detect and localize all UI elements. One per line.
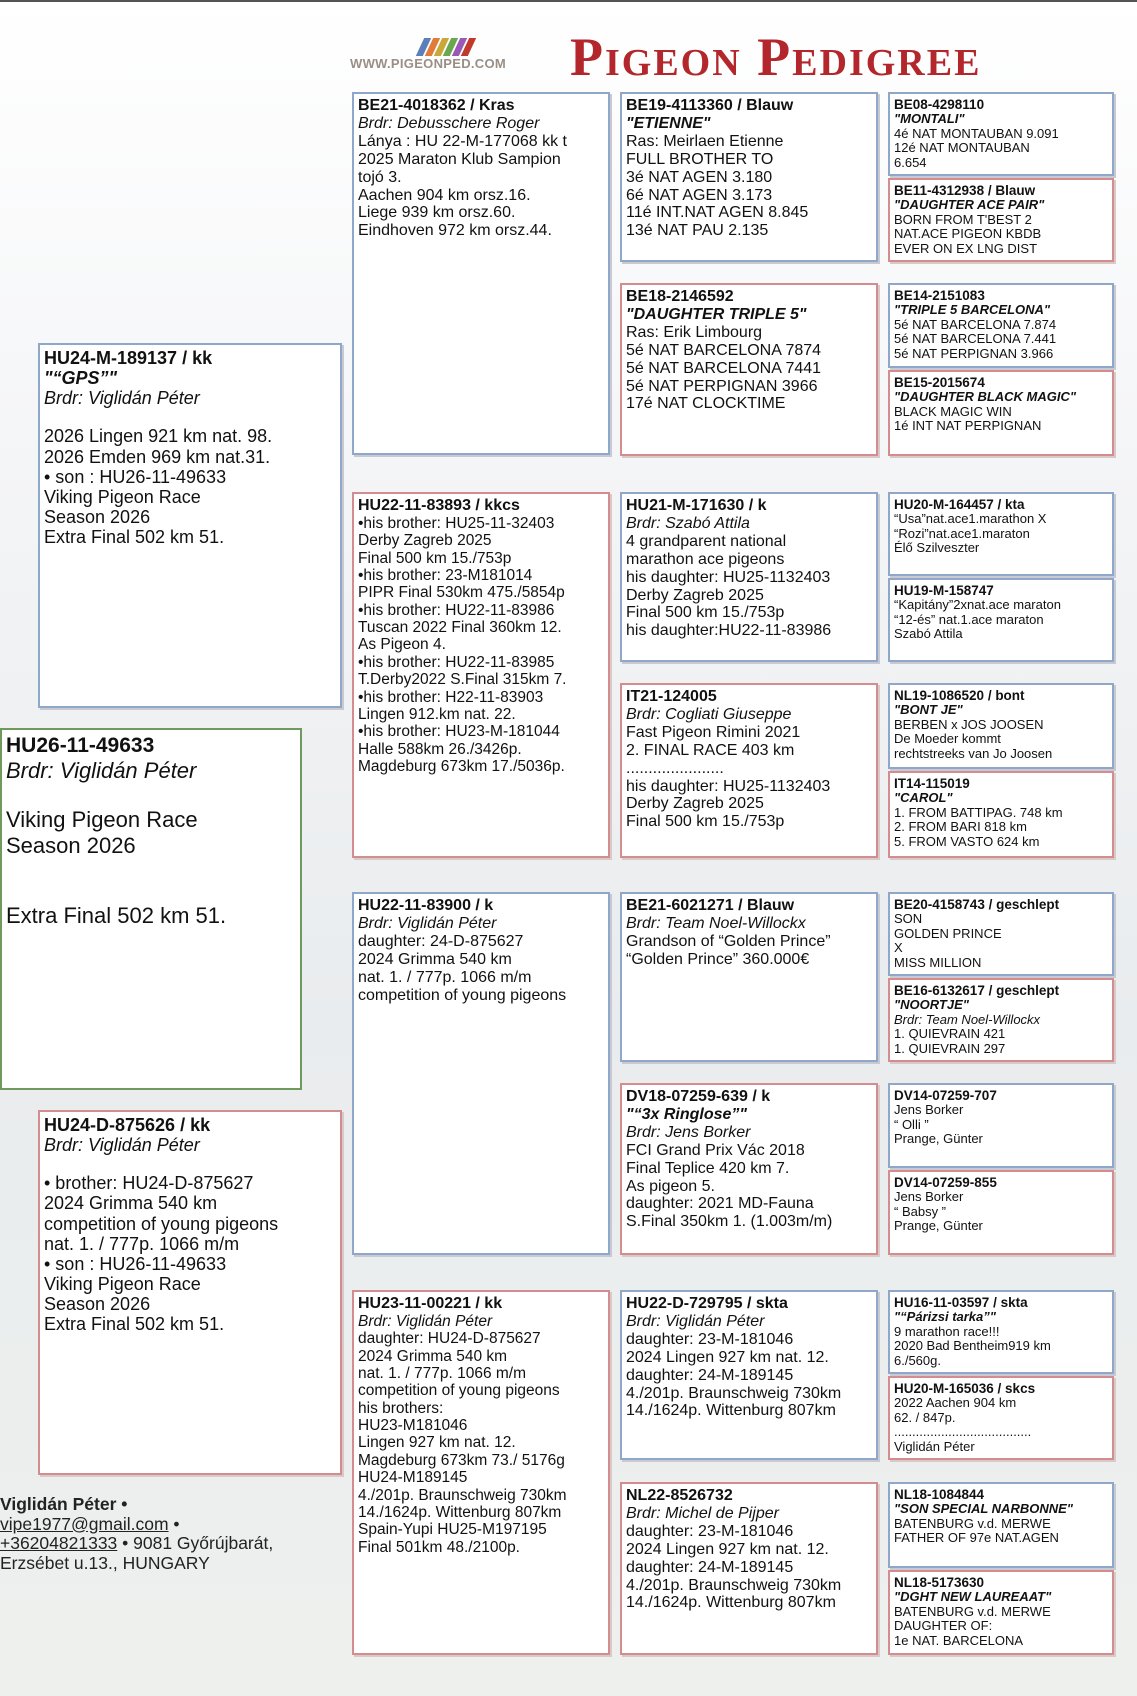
result-line: DAUGHTER OF: xyxy=(894,1618,993,1634)
ring-number: BE14-2151083 xyxy=(894,288,985,303)
gen3-card-4 xyxy=(620,683,878,858)
result-line: BERBEN x JOS JOOSEN xyxy=(894,716,1044,732)
ring-number: HU22-D-729795 / skta xyxy=(626,1295,788,1312)
result-line: BATENBURG v.d. MERWE xyxy=(894,1515,1051,1531)
gen4-card-9 xyxy=(888,892,1114,976)
granddam-paternal-card xyxy=(352,492,610,858)
result-line: SON xyxy=(894,911,923,927)
result-line xyxy=(6,881,296,903)
result-line: Jens Borker xyxy=(894,1189,964,1205)
result-line: Viking Pigeon Race xyxy=(44,486,201,507)
pigeon-name: "MONTALI" xyxy=(894,111,965,127)
result-line: Viking Pigeon Race xyxy=(44,1274,201,1295)
result-line: ...................................... xyxy=(894,1424,1032,1440)
result-line: 5é NAT BARCELONA 7.874 xyxy=(894,316,1057,332)
logo-bars-icon xyxy=(420,36,490,56)
gen4-card-5 xyxy=(888,492,1114,576)
result-line: FATHER OF 97e NAT.AGEN xyxy=(894,1530,1059,1546)
breeder-name: Brdr: Team Noel-Willockx xyxy=(626,914,806,932)
result-line: 1. FROM BATTIPAG. 748 km xyxy=(894,804,1063,820)
result-line: 2026 Emden 969 km nat.31. xyxy=(44,446,271,467)
result-line: Extra Final 502 km 51. xyxy=(6,903,227,929)
result-line: 1. QUIEVRAIN 297 xyxy=(894,1040,1006,1056)
result-line: 2026 Lingen 921 km nat. 98. xyxy=(44,426,273,447)
result-line xyxy=(6,785,296,807)
result-line: Final 500 km 15./753p xyxy=(626,604,785,622)
result-line: 5. FROM VASTO 624 km xyxy=(894,833,1040,849)
ring-number: HU24-M-189137 / kk xyxy=(44,348,213,368)
result-line: Ras: Meirlaen Etienne xyxy=(626,132,784,150)
result-line: BLACK MAGIC WIN xyxy=(894,403,1012,419)
breeder-contact xyxy=(0,1495,340,1573)
result-line: rechtstreeks van Jo Joosen xyxy=(894,745,1053,761)
result-line: NAT.ACE PIGEON KBDB xyxy=(894,226,1042,242)
breeder-name: Brdr: Viglidán Péter xyxy=(358,914,497,932)
result-line: competition of young pigeons xyxy=(44,1213,279,1234)
pigeon-name: "ETIENNE" xyxy=(626,114,711,132)
ring-number: HU20-M-165036 / skcs xyxy=(894,1381,1036,1396)
breeder-name: Brdr: Debusschere Roger xyxy=(358,114,540,132)
ring-number: HU26-11-49633 xyxy=(6,734,155,757)
result-line: his daughter: HU25-1132403 xyxy=(626,777,831,795)
result-line xyxy=(6,859,296,881)
ring-number: HU21-M-171630 / k xyxy=(626,497,767,514)
gen3-card-2 xyxy=(620,283,878,456)
result-line: 2024 Grimma 540 km xyxy=(358,950,512,968)
result-line: Derby Zagreb 2025 xyxy=(626,586,764,604)
ring-number: BE16-6132617 / geschlept xyxy=(894,983,1060,998)
result-line: 4./201p. Braunschweig 730km xyxy=(626,1384,842,1402)
ring-number: BE19-4113360 / Blauw xyxy=(626,97,794,114)
result-line: Season 2026 xyxy=(44,1294,151,1315)
result-line: Season 2026 xyxy=(44,507,151,528)
result-line: Final 500 km 15./753p xyxy=(358,549,512,567)
result-line: “12-és” nat.1.ace maraton xyxy=(894,611,1044,627)
gen4-card-3 xyxy=(888,283,1114,368)
result-line: 5é NAT BARCELONA 7874 xyxy=(626,341,822,359)
result-line: 13é NAT PAU 2.135 xyxy=(626,222,769,240)
grandsire-maternal-card xyxy=(352,892,610,1255)
gen4-card-12 xyxy=(888,1170,1114,1255)
pigeon-name: "NOORTJE" xyxy=(894,997,969,1013)
page-title: Pigeon Pedigree xyxy=(570,27,982,87)
pigeon-name: "DGHT NEW LAUREAAT" xyxy=(894,1589,1052,1605)
granddam-maternal-card xyxy=(352,1290,610,1655)
result-line: 2. FROM BARI 818 km xyxy=(894,819,1027,835)
ring-number: HU16-11-03597 / skta xyxy=(894,1295,1028,1310)
result-line: 4é NAT MONTAUBAN 9.091 xyxy=(894,125,1059,141)
pigeon-name: "DAUGHTER BLACK MAGIC" xyxy=(894,389,1077,405)
result-line: nat. 1. / 777p. 1066 m/m xyxy=(44,1233,240,1254)
result-line: 2020 Bad Bentheim919 km xyxy=(894,1338,1051,1354)
result-line: Lingen 912.km nat. 22. xyxy=(358,705,516,723)
result-line: BATENBURG v.d. MERWE xyxy=(894,1603,1051,1619)
result-line: Lingen 927 km nat. 12. xyxy=(358,1434,516,1452)
result-line: Ras: Erik Limbourg xyxy=(626,323,763,341)
result-line: As Pigeon 4. xyxy=(358,636,446,654)
result-line: competition of young pigeons xyxy=(358,1382,560,1400)
ring-number: NL22-8526732 xyxy=(626,1487,733,1504)
result-line: • son : HU26-11-49633 xyxy=(44,466,227,487)
result-line: daughter: 24-M-189145 xyxy=(626,1558,794,1576)
pigeon-name: "CAROL" xyxy=(894,790,953,806)
result-line: HU23-M181046 xyxy=(358,1417,468,1435)
pigeonped-logo xyxy=(350,30,540,80)
result-line: 6é NAT AGEN 3.173 xyxy=(626,186,773,204)
result-line: Élő Szilveszter xyxy=(894,540,980,556)
result-line: Jens Borker xyxy=(894,1102,964,1118)
ring-number: DV14-07259-855 xyxy=(894,1175,997,1190)
result-line: PIPR Final 530km 475./5854p xyxy=(358,584,565,602)
breeder-name: Brdr: Viglidán Péter xyxy=(44,388,200,409)
result-line: BORN FROM T'BEST 2 xyxy=(894,211,1032,227)
breeder-name: Brdr: Szabó Attila xyxy=(626,514,750,532)
result-line: Grandson of “Golden Prince” xyxy=(626,932,831,950)
result-line: 2022 Aachen 904 km xyxy=(894,1395,1017,1411)
result-line: tojó 3. xyxy=(358,168,402,186)
result-line: Szabó Attila xyxy=(894,626,963,642)
result-line: GOLDEN PRINCE xyxy=(894,925,1002,941)
breeder-name: Brdr: Viglidán Péter xyxy=(358,1312,493,1330)
result-line: Derby Zagreb 2025 xyxy=(626,795,764,813)
result-line: FULL BROTHER TO xyxy=(626,150,774,168)
result-line: nat. 1. / 777p. 1066 m/m xyxy=(358,1364,527,1382)
result-line: •his brother: HU22-11-83985 xyxy=(358,653,555,671)
result-line: his brothers: xyxy=(358,1399,444,1417)
result-line: Viking Pigeon Race xyxy=(6,806,198,832)
result-line: •his brother: HU23-M-181044 xyxy=(358,723,560,741)
result-line: 11é INT.NAT AGEN 8.845 xyxy=(626,204,809,222)
contact-name: Viglidán Péter • xyxy=(0,1494,128,1514)
result-line: Liege 939 km orsz.60. xyxy=(358,204,516,222)
gen4-card-6 xyxy=(888,578,1114,662)
result-line xyxy=(44,1155,336,1173)
result-line: •his brother: HU25-11-32403 xyxy=(358,514,555,532)
subject-card xyxy=(0,728,302,1090)
result-line: Lánya : HU 22-M-177068 kk t xyxy=(358,132,567,150)
dam-card xyxy=(38,1110,342,1475)
gen4-card-2 xyxy=(888,178,1114,262)
result-line: “ Babsy ” xyxy=(894,1203,947,1219)
gen3-card-7 xyxy=(620,1290,878,1460)
gen3-card-6 xyxy=(620,1083,878,1255)
result-line: FCI Grand Prix Vác 2018 xyxy=(626,1141,805,1159)
result-line: Spain-Yupi HU25-M197195 xyxy=(358,1521,547,1539)
gen4-card-7 xyxy=(888,683,1114,769)
result-line: •his brother: H22-11-83903 xyxy=(358,688,544,706)
result-line: 14./1624p. Wittenburg 807km xyxy=(626,1594,836,1612)
ring-number: HU19-M-158747 xyxy=(894,583,994,598)
pigeon-name: "DAUGHTER ACE PAIR" xyxy=(894,197,1045,213)
gen4-card-8 xyxy=(888,771,1114,858)
result-line: Halle 588km 26./3426p. xyxy=(358,740,522,758)
ring-number: BE21-6021271 / Blauw xyxy=(626,897,795,914)
result-line: 4./201p. Braunschweig 730km xyxy=(626,1576,842,1594)
top-rule xyxy=(0,0,1137,2)
result-line: daughter: 24-M-189145 xyxy=(626,1366,794,1384)
contact-address-line2: Erzsébet u.13., HUNGARY xyxy=(0,1552,210,1573)
breeder-name: Brdr: Viglidán Péter xyxy=(626,1312,765,1330)
pigeon-name: "“3x Ringlose”" xyxy=(626,1105,747,1123)
breeder-name: Brdr: Team Noel-Willockx xyxy=(894,1011,1041,1027)
result-line: 1. QUIEVRAIN 421 xyxy=(894,1026,1006,1042)
ring-number: BE20-4158743 / geschlept xyxy=(894,897,1060,912)
logo-url: WWW.PIGEONPED.COM xyxy=(350,56,507,71)
pigeon-name: "BONT JE" xyxy=(894,702,963,718)
result-line: 2024 Grimma 540 km xyxy=(358,1347,508,1365)
result-line: MISS MILLION xyxy=(894,954,982,970)
ring-number: BE08-4298110 xyxy=(894,97,985,112)
result-line: 14./1624p. Wittenburg 807km xyxy=(358,1503,562,1521)
gen4-card-10 xyxy=(888,978,1114,1062)
result-line: De Moeder kommt xyxy=(894,731,1001,747)
gen4-card-4 xyxy=(888,370,1114,456)
pigeon-name: "“Párizsi tarka”" xyxy=(894,1309,996,1325)
ring-number: DV18-07259-639 / k xyxy=(626,1088,771,1105)
gen4-card-13 xyxy=(888,1290,1114,1374)
result-line: 2024 Grimma 540 km xyxy=(44,1193,218,1214)
ring-number: HU20-M-164457 / kta xyxy=(894,497,1025,512)
result-line: 6.654 xyxy=(894,154,927,170)
result-line: EVER ON EX LNG DIST xyxy=(894,240,1038,256)
ring-number: HU24-D-875626 / kk xyxy=(44,1115,211,1135)
result-line: nat. 1. / 777p. 1066 m/m xyxy=(358,968,532,986)
result-line: 17é NAT CLOCKTIME xyxy=(626,395,786,413)
grandsire-paternal-card xyxy=(352,92,610,455)
ring-number: HU23-11-00221 / kk xyxy=(358,1295,503,1312)
contact-email[interactable]: vipe1977@gmail.com xyxy=(0,1513,169,1534)
result-line: Final 500 km 15./753p xyxy=(626,813,785,831)
result-line: “Kapitány”2xnat.ace maraton xyxy=(894,597,1061,613)
result-line: 3é NAT AGEN 3.180 xyxy=(626,168,773,186)
ring-number: HU22-11-83893 / kkcs xyxy=(358,497,520,514)
ring-number: NL18-1084844 xyxy=(894,1487,985,1502)
result-line: Viglidán Péter xyxy=(894,1438,975,1454)
gen3-card-5 xyxy=(620,892,878,1062)
result-line: his daughter:HU22-11-83986 xyxy=(626,622,832,640)
result-line: 1e NAT. BARCELONA xyxy=(894,1632,1024,1648)
breeder-name: Brdr: Cogliati Giuseppe xyxy=(626,705,792,723)
result-line: 2025 Maraton Klub Sampion xyxy=(358,150,561,168)
ring-number: IT21-124005 xyxy=(626,688,717,705)
result-line: daughter: 24-D-875627 xyxy=(358,932,524,950)
result-line: Fast Pigeon Rimini 2021 xyxy=(626,723,801,741)
result-line: marathon ace pigeons xyxy=(626,550,785,568)
result-line: • brother: HU24-D-875627 xyxy=(44,1173,254,1194)
breeder-name: Brdr: Viglidán Péter xyxy=(44,1135,200,1156)
result-line: Aachen 904 km orsz.16. xyxy=(358,186,531,204)
result-line: 9 marathon race!!! xyxy=(894,1323,1000,1339)
result-line: 6./560g. xyxy=(894,1352,941,1368)
result-line: 5é NAT BARCELONA 7.441 xyxy=(894,331,1057,347)
result-line: S.Final 350km 1. (1.003m/m) xyxy=(626,1213,833,1231)
result-line: Eindhoven 972 km orsz.44. xyxy=(358,222,552,240)
result-line: Derby Zagreb 2025 xyxy=(358,532,492,550)
ring-number: BE21-4018362 / Kras xyxy=(358,97,515,114)
result-line: Prange, Günter xyxy=(894,1218,983,1234)
gen3-card-8 xyxy=(620,1482,878,1655)
result-line: Prange, Günter xyxy=(894,1131,983,1147)
gen3-card-1 xyxy=(620,92,878,262)
pigeon-name: "TRIPLE 5 BARCELONA" xyxy=(894,302,1051,318)
pigeon-name: "“GPS”" xyxy=(44,368,118,389)
result-line: daughter: 2021 MD-Fauna xyxy=(626,1195,814,1213)
result-line: Tuscan 2022 Final 360km 12. xyxy=(358,619,562,637)
result-line: •his brother: 23-M181014 xyxy=(358,566,533,584)
ring-number: BE11-4312938 / Blauw xyxy=(894,183,1036,198)
result-line: competition of young pigeons xyxy=(358,986,567,1004)
result-line: “Usa”nat.ace1.marathon X xyxy=(894,511,1047,527)
result-line: Magdeburg 673km 73./ 5176g xyxy=(358,1451,565,1469)
ring-number: NL19-1086520 / bont xyxy=(894,688,1025,703)
result-line: • son : HU26-11-49633 xyxy=(44,1253,227,1274)
result-line: Final Teplice 420 km 7. xyxy=(626,1159,790,1177)
ring-number: DV14-07259-707 xyxy=(894,1088,997,1103)
result-line: As pigeon 5. xyxy=(626,1177,715,1195)
breeder-name: Brdr: Viglidán Péter xyxy=(6,758,197,784)
result-line: 12é NAT MONTAUBAN xyxy=(894,140,1030,156)
result-line: his daughter: HU25-1132403 xyxy=(626,568,831,586)
result-line: 14./1624p. Wittenburg 807km xyxy=(626,1402,836,1420)
gen4-card-16 xyxy=(888,1570,1114,1655)
ring-number: NL18-5173630 xyxy=(894,1575,985,1590)
gen4-card-15 xyxy=(888,1482,1114,1568)
ring-number: BE18-2146592 xyxy=(626,288,734,305)
ring-number: BE15-2015674 xyxy=(894,375,985,390)
result-line xyxy=(44,408,336,426)
result-line: 5é NAT BARCELONA 7441 xyxy=(626,359,822,377)
pigeon-name: "SON SPECIAL NARBONNE" xyxy=(894,1501,1073,1517)
contact-email-sep: • xyxy=(168,1513,180,1534)
result-line: 2024 Lingen 927 km nat. 12. xyxy=(626,1348,829,1366)
result-line: Extra Final 502 km 51. xyxy=(44,527,225,548)
result-line: Season 2026 xyxy=(6,832,136,858)
result-line: X xyxy=(894,940,903,956)
breeder-name: Brdr: Jens Borker xyxy=(626,1123,751,1141)
breeder-name: Brdr: Michel de Pijper xyxy=(626,1504,779,1522)
result-line: daughter: HU24-D-875627 xyxy=(358,1330,541,1348)
result-line: 2024 Lingen 927 km nat. 12. xyxy=(626,1540,829,1558)
result-line: ...................... xyxy=(626,759,724,777)
result-line: 2. FINAL RACE 403 km xyxy=(626,741,795,759)
sire-card xyxy=(38,343,342,708)
gen3-card-3 xyxy=(620,492,878,662)
ring-number: HU22-11-83900 / k xyxy=(358,897,494,914)
result-line: daughter: 23-M-181046 xyxy=(626,1330,794,1348)
result-line: 5é NAT PERPIGNAN 3.966 xyxy=(894,345,1054,361)
result-line: HU24-M189145 xyxy=(358,1469,468,1487)
gen4-card-1 xyxy=(888,92,1114,176)
result-line: Extra Final 502 km 51. xyxy=(44,1314,225,1335)
gen4-card-14 xyxy=(888,1376,1114,1460)
result-line: 1é INT NAT PERPIGNAN xyxy=(894,418,1042,434)
result-line: “ Olli ” xyxy=(894,1116,929,1132)
result-line: Magdeburg 673km 17./5036p. xyxy=(358,757,565,775)
result-line: 4 grandparent national xyxy=(626,532,787,550)
contact-phone[interactable]: +36204821333 xyxy=(0,1533,118,1554)
result-line: 4./201p. Braunschweig 730km xyxy=(358,1486,567,1504)
result-line: T.Derby2022 S.Final 315km 7. xyxy=(358,671,567,689)
gen4-card-11 xyxy=(888,1083,1114,1168)
result-line: 62. / 847p. xyxy=(894,1409,956,1425)
result-line: daughter: 23-M-181046 xyxy=(626,1522,794,1540)
result-line: 5é NAT PERPIGNAN 3966 xyxy=(626,377,818,395)
result-line: Final 501km 48./2100p. xyxy=(358,1538,520,1556)
contact-address-line1: • 9081 Győrújbarát, xyxy=(117,1533,274,1554)
result-line: •his brother: HU22-11-83986 xyxy=(358,601,555,619)
result-line: “Rozi”nat.ace1.maraton xyxy=(894,525,1030,541)
pigeon-name: "DAUGHTER TRIPLE 5" xyxy=(626,305,807,323)
result-line: “Golden Prince” 360.000€ xyxy=(626,950,810,968)
ring-number: IT14-115019 xyxy=(894,776,970,791)
